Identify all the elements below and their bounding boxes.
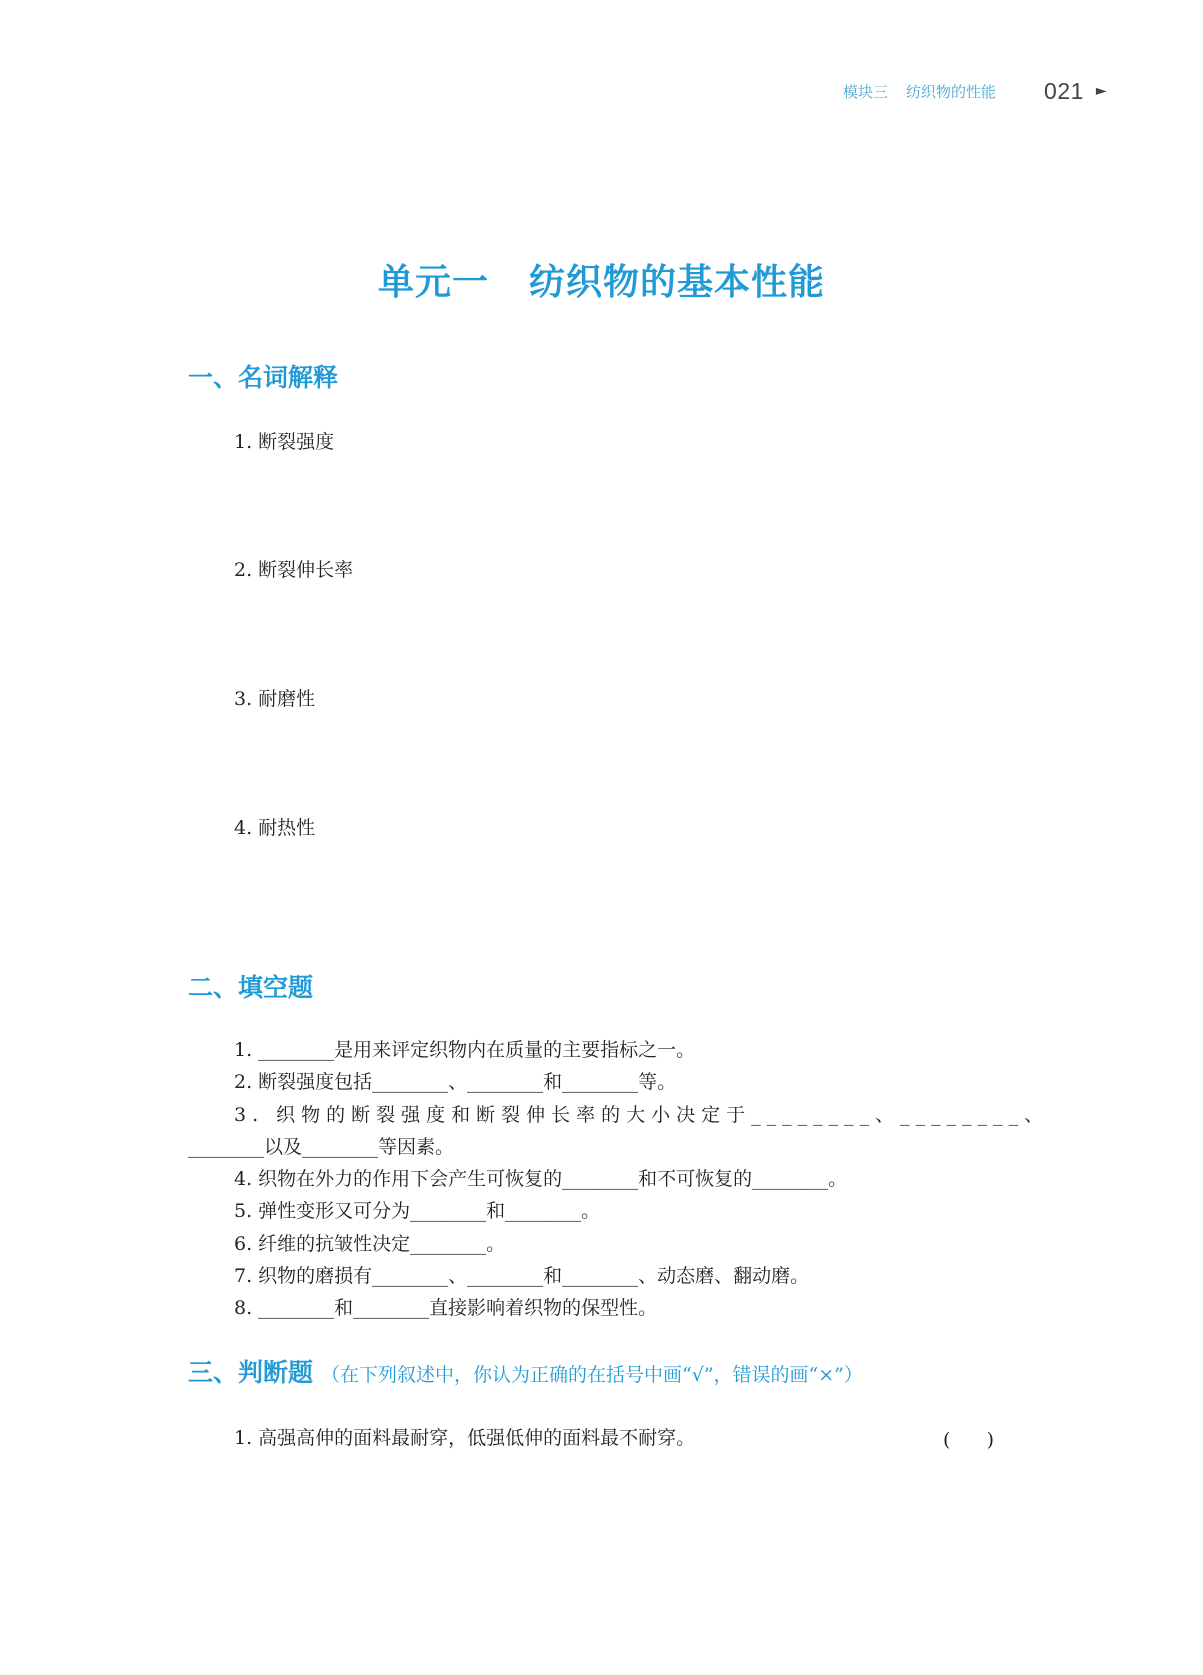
section-heading-terms: 一、名词解释 (188, 363, 339, 392)
fill-blank-question: 5. 弹性变形又可分为________和________。 (234, 1200, 601, 1222)
fill-blank-question: 8. ________和________直接影响着织物的保型性。 (234, 1297, 658, 1319)
true-false-instruction: （在下列叙述中，你认为正确的在括号中画“√”，错误的画“×”） (321, 1364, 863, 1386)
answer-parentheses[interactable]: ( ) (943, 1429, 995, 1451)
section-heading-fill-blank: 二、填空题 (188, 973, 314, 1002)
fill-blank-question: 4. 织物在外力的作用下会产生可恢复的________和不可恢复的________。 (234, 1168, 848, 1190)
page-number: 021 (1044, 77, 1084, 104)
section-heading-true-false (188, 1353, 863, 1389)
true-false-question: 1. 高强高伸的面料最耐穿，低强低伸的面料最不耐穿。 (234, 1427, 696, 1449)
page-arrow-icon: ► (1095, 83, 1107, 99)
term-item: 2. 断裂伸长率 (234, 559, 354, 581)
unit-title (0, 254, 1203, 305)
header-module: 模块三 (843, 82, 889, 101)
term-item: 3. 耐磨性 (234, 688, 316, 710)
fill-blank-question (234, 1106, 1049, 1125)
unit-name: 纺织物的基本性能 (529, 261, 826, 303)
section-heading-true-false-title: 三、判断题 (188, 1358, 314, 1387)
unit-number: 单元一 (377, 261, 489, 303)
fill-blank-question-continuation: ________以及________等因素。 (188, 1136, 455, 1158)
fill-blank-question: 7. 织物的磨损有________、________和________、动态磨、翻动磨。 (234, 1265, 810, 1287)
term-item: 1. 断裂强度 (234, 431, 335, 453)
fill-blank-question: 6. 纤维的抗皱性决定________。 (234, 1233, 506, 1255)
header-chapter: 纺织物的性能 (906, 82, 997, 101)
fill-blank-question: 1. ________是用来评定织物内在质量的主要指标之一。 (234, 1039, 696, 1061)
running-header (800, 76, 1140, 106)
fill-blank-question: 2. 断裂强度包括________、________和________等。 (234, 1071, 677, 1093)
term-item: 4. 耐热性 (234, 817, 316, 839)
fill-blank-question-text: 3. 织物的断裂强度和断裂伸长率的大小决定于________、________、 (234, 1104, 1050, 1126)
